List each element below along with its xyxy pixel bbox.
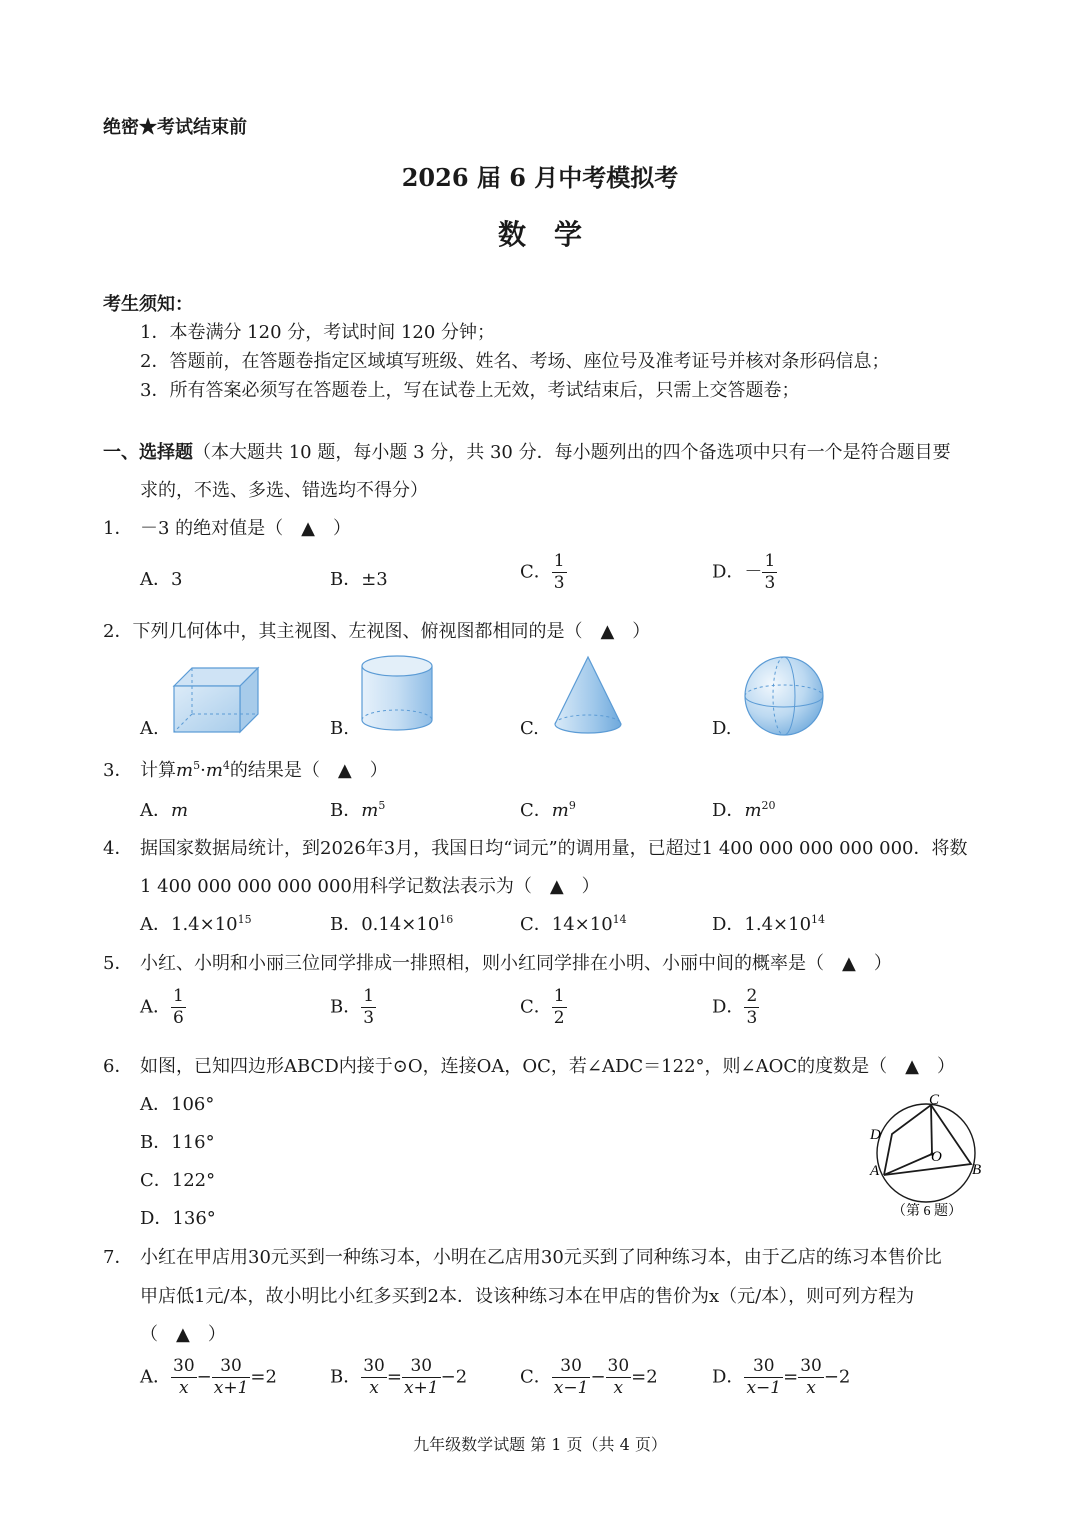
q6-stem: 如图，已知四边形ABCD内接于⊙O，连接OA，OC，若∠ADC＝122°，则∠AOC的度数是（ ▲ ） <box>140 1056 955 1077</box>
q4-c-exp: 14 <box>612 913 627 926</box>
q3-stem <box>140 756 388 782</box>
notice-heading: 考生须知： <box>103 294 193 315</box>
q7-b-frac1 <box>361 1358 387 1397</box>
q3-d-var: m <box>744 800 762 821</box>
q7-b-rhs: 2 <box>455 1366 468 1388</box>
fig-label-b: B <box>972 1162 982 1178</box>
q5-b-label: B． <box>330 996 362 1018</box>
q1-d-den: 3 <box>764 573 776 593</box>
q5-c-num: 1 <box>553 986 565 1006</box>
q7-b-frac2 <box>402 1358 441 1397</box>
q5-b-den: 3 <box>363 1008 375 1028</box>
q7-line1: 小红在甲店用30元买到一种练习本，小明在乙店用30元买到了同种练习本，由于乙店的练习本售价比 <box>140 1247 942 1268</box>
q5-b-num: 1 <box>363 986 375 1006</box>
q4-c-text: C．14×10 <box>520 914 613 935</box>
q3-exp-5: 5 <box>193 759 201 772</box>
q3-var-m1: m <box>176 760 194 781</box>
q7-b-op: − <box>440 1366 456 1388</box>
q3-exp-4: 4 <box>222 759 230 772</box>
q4-b-text: B．0.14×10 <box>330 914 440 935</box>
q7-d-f1-den: x−1 <box>746 1378 782 1398</box>
q7-b-f1-num: 30 <box>363 1356 385 1376</box>
q6-circle-figure <box>862 1088 992 1220</box>
q7-c-rhs: 2 <box>646 1366 658 1388</box>
q3-d-exp: 20 <box>761 799 776 812</box>
q1-d-fraction <box>762 553 777 592</box>
q5-option-d <box>712 988 759 1027</box>
q7-a-frac2 <box>212 1358 251 1397</box>
q5-b-fraction <box>361 988 376 1027</box>
q7-option-c <box>520 1358 658 1397</box>
q3-stem-pre: 计算 <box>140 760 176 781</box>
q7-option-b <box>330 1358 467 1397</box>
subject-title: 数 学 <box>497 218 582 251</box>
q7-d-f2-den: x <box>806 1378 816 1398</box>
q5-c-den: 2 <box>553 1008 565 1028</box>
q7-d-op: − <box>823 1366 839 1388</box>
q7-c-label: C． <box>520 1366 552 1388</box>
q4-option-d <box>712 910 825 936</box>
q7-a-label: A． <box>140 1366 171 1388</box>
q6-option-a: A．106° <box>140 1094 215 1115</box>
q5-option-a <box>140 988 186 1027</box>
q7-c-frac2 <box>606 1358 632 1397</box>
q7-option-a <box>140 1358 277 1397</box>
q3-var-m2: m <box>205 760 223 781</box>
q4-b-exp: 16 <box>439 913 454 926</box>
exam-title: 2026 届 6 月中考模拟考 <box>401 163 679 192</box>
q1-d-num: 1 <box>764 551 776 571</box>
q6-number: 6． <box>103 1056 133 1077</box>
section1-label: 一、选择题 <box>103 442 193 463</box>
q5-d-fraction <box>744 988 759 1027</box>
q1-c-den: 3 <box>553 573 565 593</box>
q1-option-b: B．±3 <box>330 569 388 590</box>
q3-d-label: D． <box>712 800 745 821</box>
q4-d-text: D．1.4×10 <box>712 914 812 935</box>
q7-b-eq: = <box>386 1366 402 1388</box>
section1-desc2: 求的，不选、多选、错选均不得分） <box>140 480 428 501</box>
q5-stem: 小红、小明和小丽三位同学排成一排照相，则小红同学排在小明、小丽中间的概率是（ ▲ ） <box>140 953 892 974</box>
cuboid-figure <box>168 664 262 736</box>
q5-option-c <box>520 988 567 1027</box>
q3-a-var: m <box>171 800 189 821</box>
q3-c-exp: 9 <box>568 799 576 812</box>
q1-c-label: C． <box>520 561 552 583</box>
q3-option-a <box>140 796 188 822</box>
q7-a-f2-num: 30 <box>212 1358 251 1378</box>
q4-option-a <box>140 910 252 936</box>
q5-d-num: 2 <box>746 986 758 1006</box>
q7-a-f1-num: 30 <box>173 1356 195 1376</box>
q3-option-b <box>330 796 385 822</box>
q7-c-f1-den: x−1 <box>553 1378 589 1398</box>
q4-a-text: A．1.4×10 <box>140 914 238 935</box>
cylinder-figure <box>358 652 436 734</box>
q7-option-d <box>712 1358 850 1397</box>
q4-line1: 据国家数据局统计，到2026年3月，我国日均“词元”的调用量，已超过1 400 000 000 000 000．将数 <box>140 838 968 859</box>
q3-a-label: A． <box>140 800 171 821</box>
q7-a-rhs: 2 <box>265 1366 277 1388</box>
fig-label-d: D <box>870 1127 881 1143</box>
fig-label-c: C <box>929 1092 940 1108</box>
q7-a-eq: = <box>250 1366 266 1388</box>
q7-c-eq: = <box>631 1366 647 1388</box>
q2-option-a: A. <box>140 718 159 739</box>
q7-b-f2-num: 30 <box>402 1358 441 1378</box>
q6-option-c: C．122° <box>140 1170 216 1191</box>
q7-d-frac1 <box>744 1358 783 1397</box>
q7-a-frac1 <box>171 1358 197 1397</box>
q2-option-d: D. <box>712 718 732 739</box>
q7-line3: （ ▲ ） <box>140 1324 226 1345</box>
q7-line2: 甲店低1元/本，故小明比小红多买到2本．设该种练习本在甲店的售价为x（元/本），则可列方程为 <box>140 1286 915 1307</box>
q3-b-exp: 5 <box>378 799 386 812</box>
q5-a-label: A． <box>140 996 171 1018</box>
q3-number: 3． <box>103 760 133 781</box>
q6-option-d: D．136° <box>140 1208 216 1229</box>
q7-a-f1-den: x <box>179 1378 189 1398</box>
q1-c-num: 1 <box>553 551 565 571</box>
q5-number: 5． <box>103 953 133 974</box>
q7-c-f2-den: x <box>613 1378 624 1398</box>
q5-c-fraction <box>552 988 567 1027</box>
q7-a-op: − <box>196 1366 212 1388</box>
q7-d-frac2 <box>798 1358 824 1397</box>
q1-stem: －3 的绝对值是（ ▲ ） <box>140 518 352 539</box>
q4-a-exp: 15 <box>237 913 252 926</box>
fig-caption: （第 6 题） <box>892 1204 962 1219</box>
q7-d-f1-num: 30 <box>744 1358 783 1378</box>
q7-a-f2-den: x+1 <box>213 1378 249 1398</box>
notice-item-1: 1．本卷满分 120 分，考试时间 120 分钟； <box>140 322 496 343</box>
q3-c-var: m <box>551 800 569 821</box>
q4-line2: 1 400 000 000 000 000用科学记数法表示为（ ▲ ） <box>140 876 600 897</box>
notice-item-3: 3．所有答案必须写在答题卷上，写在试卷上无效，考试结束后，只需上交答题卷； <box>140 380 800 401</box>
q4-option-b <box>330 910 453 936</box>
q5-c-label: C． <box>520 996 552 1018</box>
q7-b-f1-den: x <box>369 1378 379 1398</box>
q7-b-f2-den: x+1 <box>403 1378 439 1398</box>
q3-b-label: B． <box>330 800 362 821</box>
q3-stem-post: 的结果是（ ▲ ） <box>229 760 388 781</box>
section1-header <box>103 438 951 464</box>
q7-d-rhs: 2 <box>838 1366 851 1388</box>
q4-d-exp: 14 <box>811 913 826 926</box>
q3-c-label: C． <box>520 800 552 821</box>
q1-number: 1． <box>103 518 133 539</box>
q1-option-a: A．3 <box>140 569 183 590</box>
q1-option-c <box>520 553 567 592</box>
cone-figure <box>552 654 624 736</box>
q4-option-c <box>520 910 627 936</box>
q3-option-d <box>712 796 776 822</box>
q5-a-fraction <box>171 988 186 1027</box>
q7-c-f2-num: 30 <box>607 1356 630 1376</box>
q3-option-c <box>520 796 576 822</box>
section1-desc1: （本大题共 10 题，每小题 3 分，共 30 分．每小题列出的四个备选项中只有一个是符合题目要 <box>193 442 951 463</box>
q5-d-label: D． <box>712 996 745 1018</box>
q7-c-frac1 <box>552 1358 591 1397</box>
q7-number: 7． <box>103 1247 133 1268</box>
q7-d-eq: = <box>783 1366 799 1388</box>
q5-a-num: 1 <box>173 986 184 1006</box>
q7-b-label: B． <box>330 1366 362 1388</box>
fig-label-a: A <box>870 1163 880 1179</box>
page-footer: 九年级数学试题 第 1 页（共 4 页） <box>413 1435 667 1454</box>
q3-dot: · <box>200 760 206 781</box>
q5-a-den: 6 <box>173 1008 184 1028</box>
q5-option-b <box>330 988 376 1027</box>
q2-option-b: B. <box>330 718 349 739</box>
q5-d-den: 3 <box>746 1008 758 1028</box>
q2-stem: 2．下列几何体中，其主视图、左视图、俯视图都相同的是（ ▲ ） <box>103 621 651 642</box>
notice-item-2: 2．答题前，在答题卷指定区域填写班级、姓名、考场、座位号及准考证号并核对条形码信息； <box>140 351 890 372</box>
q1-c-fraction <box>552 553 567 592</box>
fig-label-o: O <box>931 1149 942 1165</box>
q4-number: 4． <box>103 838 133 859</box>
secret-label: 绝密★考试结束前 <box>103 117 247 138</box>
q1-d-label: D．－ <box>712 561 763 583</box>
q1-option-d <box>712 553 777 592</box>
q6-option-b: B．116° <box>140 1132 215 1153</box>
q2-option-c: C. <box>520 718 539 739</box>
q7-c-f1-num: 30 <box>552 1358 591 1378</box>
q3-b-var: m <box>361 800 379 821</box>
q7-c-op: − <box>590 1366 606 1388</box>
q7-d-f2-num: 30 <box>800 1356 822 1376</box>
q7-d-label: D． <box>712 1366 745 1388</box>
sphere-figure <box>742 654 826 738</box>
